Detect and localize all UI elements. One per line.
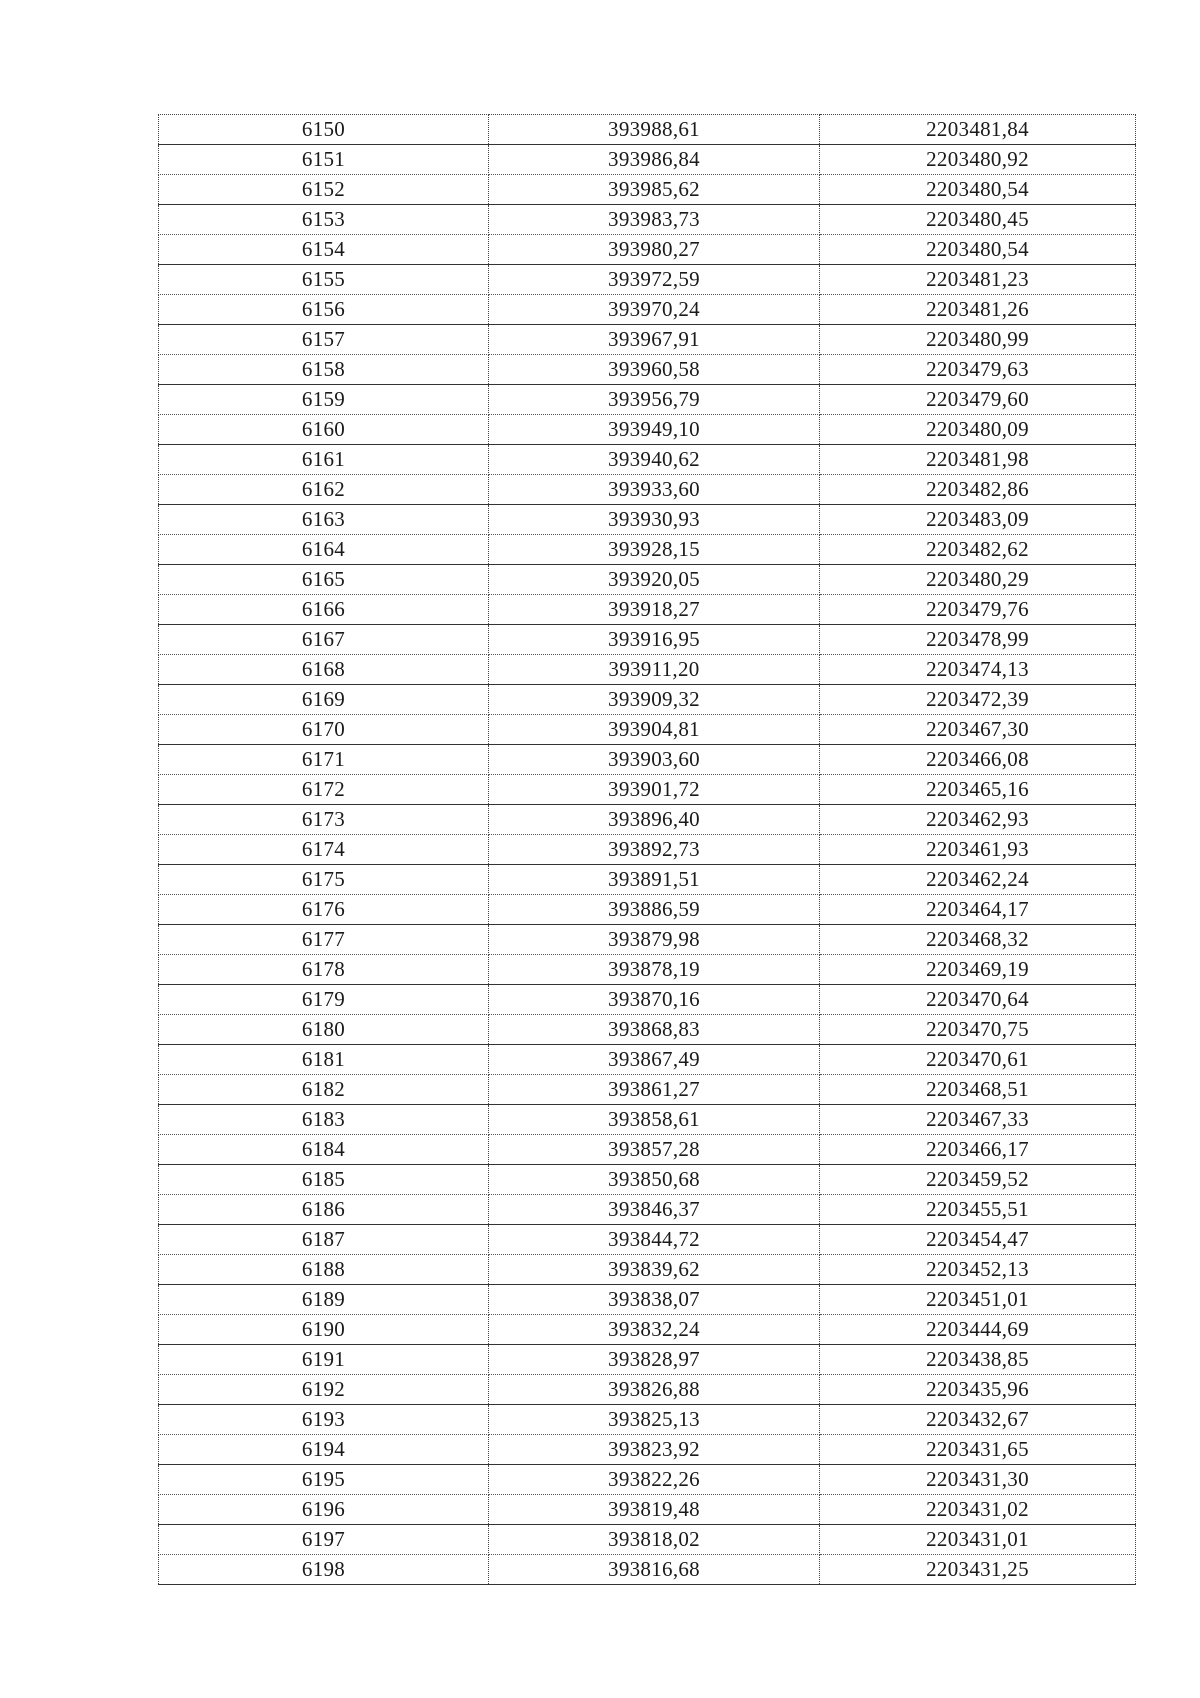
point-number-cell: 6178: [159, 955, 489, 985]
y-coordinate-cell: 2203469,19: [820, 955, 1136, 985]
y-coordinate-cell: 2203481,23: [820, 265, 1136, 295]
x-coordinate-cell: 393940,62: [489, 445, 820, 475]
point-number-cell: 6158: [159, 355, 489, 385]
point-number-cell: 6184: [159, 1135, 489, 1165]
point-number-cell: 6170: [159, 715, 489, 745]
point-number-cell: 6182: [159, 1075, 489, 1105]
x-coordinate-cell: 393970,24: [489, 295, 820, 325]
x-coordinate-cell: 393858,61: [489, 1105, 820, 1135]
table-row: [159, 1255, 1136, 1285]
point-number-cell: 6185: [159, 1165, 489, 1195]
table-row: [159, 1105, 1136, 1135]
table-row: [159, 1525, 1136, 1555]
y-coordinate-cell: 2203431,02: [820, 1495, 1136, 1525]
point-number-cell: 6175: [159, 865, 489, 895]
y-coordinate-cell: 2203452,13: [820, 1255, 1136, 1285]
x-coordinate-cell: 393823,92: [489, 1435, 820, 1465]
y-coordinate-cell: 2203480,09: [820, 415, 1136, 445]
table-row: [159, 595, 1136, 625]
y-coordinate-cell: 2203459,52: [820, 1165, 1136, 1195]
y-coordinate-cell: 2203444,69: [820, 1315, 1136, 1345]
coordinates-table-body: [159, 115, 1136, 1585]
x-coordinate-cell: 393909,32: [489, 685, 820, 715]
y-coordinate-cell: 2203470,64: [820, 985, 1136, 1015]
point-number-cell: 6162: [159, 475, 489, 505]
y-coordinate-cell: 2203466,08: [820, 745, 1136, 775]
x-coordinate-cell: 393846,37: [489, 1195, 820, 1225]
y-coordinate-cell: 2203462,24: [820, 865, 1136, 895]
table-row: [159, 1345, 1136, 1375]
y-coordinate-cell: 2203455,51: [820, 1195, 1136, 1225]
y-coordinate-cell: 2203451,01: [820, 1285, 1136, 1315]
y-coordinate-cell: 2203468,32: [820, 925, 1136, 955]
y-coordinate-cell: 2203480,54: [820, 235, 1136, 265]
table-row: [159, 415, 1136, 445]
table-row: [159, 805, 1136, 835]
x-coordinate-cell: 393980,27: [489, 235, 820, 265]
y-coordinate-cell: 2203438,85: [820, 1345, 1136, 1375]
point-number-cell: 6180: [159, 1015, 489, 1045]
y-coordinate-cell: 2203483,09: [820, 505, 1136, 535]
point-number-cell: 6198: [159, 1555, 489, 1585]
point-number-cell: 6189: [159, 1285, 489, 1315]
point-number-cell: 6193: [159, 1405, 489, 1435]
point-number-cell: 6176: [159, 895, 489, 925]
x-coordinate-cell: 393949,10: [489, 415, 820, 445]
point-number-cell: 6152: [159, 175, 489, 205]
point-number-cell: 6183: [159, 1105, 489, 1135]
x-coordinate-cell: 393903,60: [489, 745, 820, 775]
table-row: [159, 115, 1136, 145]
x-coordinate-cell: 393861,27: [489, 1075, 820, 1105]
table-row: [159, 1225, 1136, 1255]
table-row: [159, 505, 1136, 535]
y-coordinate-cell: 2203472,39: [820, 685, 1136, 715]
table-row: [159, 265, 1136, 295]
table-row: [159, 685, 1136, 715]
table-row: [159, 205, 1136, 235]
point-number-cell: 6155: [159, 265, 489, 295]
table-row: [159, 625, 1136, 655]
x-coordinate-cell: 393816,68: [489, 1555, 820, 1585]
x-coordinate-cell: 393839,62: [489, 1255, 820, 1285]
point-number-cell: 6187: [159, 1225, 489, 1255]
point-number-cell: 6168: [159, 655, 489, 685]
y-coordinate-cell: 2203432,67: [820, 1405, 1136, 1435]
x-coordinate-cell: 393916,95: [489, 625, 820, 655]
table-row: [159, 1435, 1136, 1465]
point-number-cell: 6194: [159, 1435, 489, 1465]
y-coordinate-cell: 2203467,30: [820, 715, 1136, 745]
x-coordinate-cell: 393896,40: [489, 805, 820, 835]
table-row: [159, 235, 1136, 265]
y-coordinate-cell: 2203479,76: [820, 595, 1136, 625]
table-row: [159, 1045, 1136, 1075]
table-row: [159, 475, 1136, 505]
table-row: [159, 295, 1136, 325]
y-coordinate-cell: 2203481,84: [820, 115, 1136, 145]
point-number-cell: 6174: [159, 835, 489, 865]
x-coordinate-cell: 393972,59: [489, 265, 820, 295]
point-number-cell: 6191: [159, 1345, 489, 1375]
table-row: [159, 745, 1136, 775]
y-coordinate-cell: 2203431,65: [820, 1435, 1136, 1465]
point-number-cell: 6159: [159, 385, 489, 415]
table-row: [159, 835, 1136, 865]
x-coordinate-cell: 393825,13: [489, 1405, 820, 1435]
table-row: [159, 715, 1136, 745]
y-coordinate-cell: 2203480,45: [820, 205, 1136, 235]
x-coordinate-cell: 393928,15: [489, 535, 820, 565]
y-coordinate-cell: 2203479,60: [820, 385, 1136, 415]
y-coordinate-cell: 2203480,92: [820, 145, 1136, 175]
point-number-cell: 6171: [159, 745, 489, 775]
x-coordinate-cell: 393857,28: [489, 1135, 820, 1165]
y-coordinate-cell: 2203431,30: [820, 1465, 1136, 1495]
point-number-cell: 6181: [159, 1045, 489, 1075]
table-row: [159, 175, 1136, 205]
x-coordinate-cell: 393901,72: [489, 775, 820, 805]
y-coordinate-cell: 2203454,47: [820, 1225, 1136, 1255]
table-row: [159, 985, 1136, 1015]
table-row: [159, 355, 1136, 385]
table-row: [159, 445, 1136, 475]
point-number-cell: 6172: [159, 775, 489, 805]
y-coordinate-cell: 2203481,98: [820, 445, 1136, 475]
table-row: [159, 535, 1136, 565]
table-row: [159, 1315, 1136, 1345]
point-number-cell: 6169: [159, 685, 489, 715]
point-number-cell: 6160: [159, 415, 489, 445]
y-coordinate-cell: 2203435,96: [820, 1375, 1136, 1405]
point-number-cell: 6150: [159, 115, 489, 145]
point-number-cell: 6154: [159, 235, 489, 265]
table-row: [159, 145, 1136, 175]
point-number-cell: 6161: [159, 445, 489, 475]
y-coordinate-cell: 2203468,51: [820, 1075, 1136, 1105]
y-coordinate-cell: 2203461,93: [820, 835, 1136, 865]
y-coordinate-cell: 2203479,63: [820, 355, 1136, 385]
x-coordinate-cell: 393870,16: [489, 985, 820, 1015]
x-coordinate-cell: 393988,61: [489, 115, 820, 145]
x-coordinate-cell: 393892,73: [489, 835, 820, 865]
point-number-cell: 6190: [159, 1315, 489, 1345]
y-coordinate-cell: 2203467,33: [820, 1105, 1136, 1135]
x-coordinate-cell: 393986,84: [489, 145, 820, 175]
point-number-cell: 6167: [159, 625, 489, 655]
x-coordinate-cell: 393983,73: [489, 205, 820, 235]
point-number-cell: 6186: [159, 1195, 489, 1225]
table-row: [159, 775, 1136, 805]
point-number-cell: 6153: [159, 205, 489, 235]
point-number-cell: 6173: [159, 805, 489, 835]
x-coordinate-cell: 393879,98: [489, 925, 820, 955]
table-row: [159, 385, 1136, 415]
point-number-cell: 6177: [159, 925, 489, 955]
x-coordinate-cell: 393956,79: [489, 385, 820, 415]
x-coordinate-cell: 393933,60: [489, 475, 820, 505]
table-row: [159, 1375, 1136, 1405]
x-coordinate-cell: 393838,07: [489, 1285, 820, 1315]
point-number-cell: 6196: [159, 1495, 489, 1525]
y-coordinate-cell: 2203478,99: [820, 625, 1136, 655]
y-coordinate-cell: 2203470,61: [820, 1045, 1136, 1075]
x-coordinate-cell: 393850,68: [489, 1165, 820, 1195]
y-coordinate-cell: 2203480,99: [820, 325, 1136, 355]
x-coordinate-cell: 393878,19: [489, 955, 820, 985]
table-row: [159, 1075, 1136, 1105]
x-coordinate-cell: 393844,72: [489, 1225, 820, 1255]
x-coordinate-cell: 393828,97: [489, 1345, 820, 1375]
x-coordinate-cell: 393920,05: [489, 565, 820, 595]
table-row: [159, 565, 1136, 595]
y-coordinate-cell: 2203482,62: [820, 535, 1136, 565]
table-row: [159, 1465, 1136, 1495]
point-number-cell: 6151: [159, 145, 489, 175]
table-row: [159, 1135, 1136, 1165]
table-row: [159, 1195, 1136, 1225]
x-coordinate-cell: 393886,59: [489, 895, 820, 925]
y-coordinate-cell: 2203462,93: [820, 805, 1136, 835]
point-number-cell: 6188: [159, 1255, 489, 1285]
x-coordinate-cell: 393891,51: [489, 865, 820, 895]
table-row: [159, 895, 1136, 925]
x-coordinate-cell: 393819,48: [489, 1495, 820, 1525]
y-coordinate-cell: 2203482,86: [820, 475, 1136, 505]
point-number-cell: 6164: [159, 535, 489, 565]
y-coordinate-cell: 2203464,17: [820, 895, 1136, 925]
table-row: [159, 955, 1136, 985]
x-coordinate-cell: 393868,83: [489, 1015, 820, 1045]
y-coordinate-cell: 2203470,75: [820, 1015, 1136, 1045]
x-coordinate-cell: 393826,88: [489, 1375, 820, 1405]
table-row: [159, 325, 1136, 355]
y-coordinate-cell: 2203465,16: [820, 775, 1136, 805]
table-row: [159, 1555, 1136, 1585]
x-coordinate-cell: 393867,49: [489, 1045, 820, 1075]
point-number-cell: 6156: [159, 295, 489, 325]
x-coordinate-cell: 393822,26: [489, 1465, 820, 1495]
x-coordinate-cell: 393960,58: [489, 355, 820, 385]
table-row: [159, 865, 1136, 895]
table-row: [159, 1285, 1136, 1315]
point-number-cell: 6197: [159, 1525, 489, 1555]
x-coordinate-cell: 393985,62: [489, 175, 820, 205]
x-coordinate-cell: 393967,91: [489, 325, 820, 355]
table-row: [159, 1405, 1136, 1435]
table-row: [159, 655, 1136, 685]
x-coordinate-cell: 393918,27: [489, 595, 820, 625]
point-number-cell: 6192: [159, 1375, 489, 1405]
y-coordinate-cell: 2203480,29: [820, 565, 1136, 595]
y-coordinate-cell: 2203474,13: [820, 655, 1136, 685]
y-coordinate-cell: 2203466,17: [820, 1135, 1136, 1165]
point-number-cell: 6157: [159, 325, 489, 355]
point-number-cell: 6163: [159, 505, 489, 535]
x-coordinate-cell: 393911,20: [489, 655, 820, 685]
coordinates-table: [158, 114, 1136, 1585]
y-coordinate-cell: 2203480,54: [820, 175, 1136, 205]
table-row: [159, 925, 1136, 955]
point-number-cell: 6166: [159, 595, 489, 625]
x-coordinate-cell: 393930,93: [489, 505, 820, 535]
y-coordinate-cell: 2203481,26: [820, 295, 1136, 325]
point-number-cell: 6179: [159, 985, 489, 1015]
x-coordinate-cell: 393904,81: [489, 715, 820, 745]
y-coordinate-cell: 2203431,01: [820, 1525, 1136, 1555]
table-row: [159, 1165, 1136, 1195]
point-number-cell: 6165: [159, 565, 489, 595]
x-coordinate-cell: 393818,02: [489, 1525, 820, 1555]
y-coordinate-cell: 2203431,25: [820, 1555, 1136, 1585]
table-row: [159, 1495, 1136, 1525]
x-coordinate-cell: 393832,24: [489, 1315, 820, 1345]
table-row: [159, 1015, 1136, 1045]
point-number-cell: 6195: [159, 1465, 489, 1495]
